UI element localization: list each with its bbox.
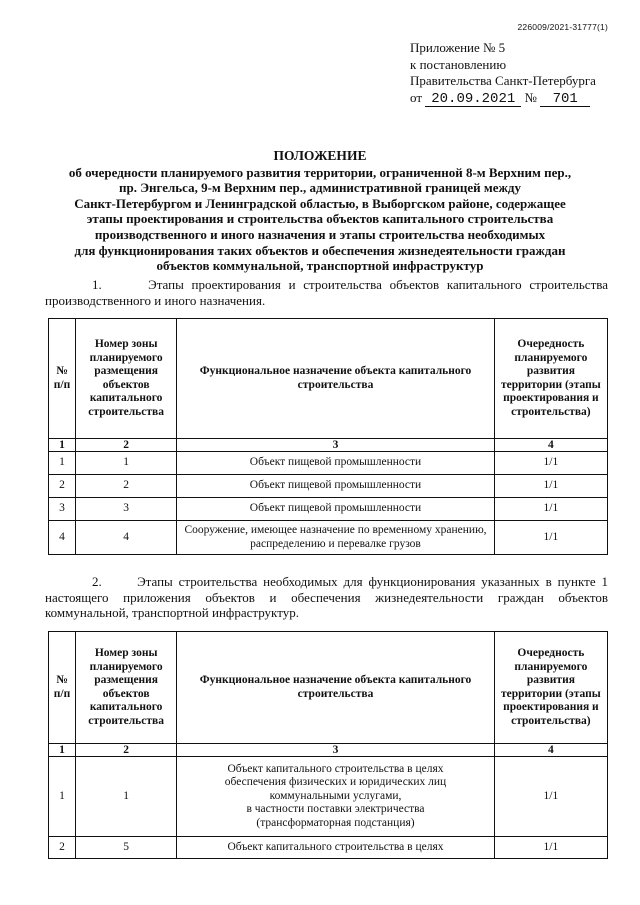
section-1-text: Этапы проектирования и строительства объектов капитального строительства производственного и иного назначения. <box>45 277 608 308</box>
section-1-paragraph <box>45 277 608 308</box>
number-label: № <box>524 89 537 105</box>
table-row <box>49 837 608 859</box>
table-row <box>49 757 608 837</box>
col-index: 1 <box>49 744 76 757</box>
header-purpose: Функциональное назначение объекта капитального строительства <box>177 319 495 439</box>
cell-zone: 1 <box>76 452 177 475</box>
header-zone: Номер зоны планируемого размещения объектов капитального строительства <box>76 632 177 744</box>
header-purpose: Функциональное назначение объекта капитального строительства <box>177 632 495 744</box>
document-id: 226009/2021-31777(1) <box>517 22 608 32</box>
purpose-line: обеспечения физических и юридических лиц <box>224 776 447 789</box>
header-zone: Номер зоны планируемого размещения объектов капитального строительства <box>76 319 177 439</box>
cell-number: 1 <box>49 757 76 837</box>
purpose-line: в частности поставки электричества <box>246 803 425 816</box>
resolution-date: 20.09.2021 <box>425 92 521 107</box>
cell-purpose: Объект пищевой промышленности <box>177 498 495 521</box>
title-line: производственного и иного назначения и этапы строительства необходимых <box>94 226 546 242</box>
table-header-row <box>49 319 608 439</box>
col-index: 3 <box>177 744 495 757</box>
col-index: 4 <box>494 744 607 757</box>
section-2-number: 2. <box>92 574 102 589</box>
title-line: этапы проектирования и строительства объектов капитального строительства <box>86 211 554 227</box>
col-index: 3 <box>177 439 495 452</box>
purpose-line: Объект капитального строительства в целях <box>227 762 444 775</box>
cell-zone: 3 <box>76 498 177 521</box>
section-2-text: Этапы строительства необходимых для функционирования указанных в пункте 1 настоящего приложения объектов и обеспечения жизнедеятельности граждан объектов коммунальной, транспортной инфраструктур. <box>45 574 608 620</box>
table-header-row <box>49 632 608 744</box>
section-2-paragraph <box>45 574 608 621</box>
cell-purpose: Объект пищевой промышленности <box>177 452 495 475</box>
cell-zone: 5 <box>76 837 177 859</box>
table-row <box>49 452 608 475</box>
cell-purpose <box>177 837 495 859</box>
cell-stage: 1/1 <box>494 757 607 837</box>
appendix-date-line <box>410 90 596 107</box>
table-row <box>49 498 608 521</box>
col-index: 2 <box>76 439 177 452</box>
appendix-number: Приложение № 5 <box>410 40 506 55</box>
cell-number: 3 <box>49 498 76 521</box>
col-index: 2 <box>76 744 177 757</box>
title-line: пр. Энгельса, 9-м Верхним пер., административной границей между <box>118 180 522 196</box>
cell-stage: 1/1 <box>494 837 607 859</box>
cell-stage: 1/1 <box>494 475 607 498</box>
purpose-line: коммунальными услугами, <box>269 789 402 802</box>
table-row <box>49 475 608 498</box>
cell-stage: 1/1 <box>494 521 607 555</box>
header-stage: Очередность планируемого развития территории (этапы проектирования и строительства) <box>494 632 607 744</box>
cell-number: 4 <box>49 521 76 555</box>
title-line: для функционирования таких объектов и обеспечения жизнедеятельности граждан <box>74 242 566 258</box>
cell-zone: 4 <box>76 521 177 555</box>
resolution-number: 701 <box>540 92 590 107</box>
header-number: № п/п <box>49 632 76 744</box>
col-index: 1 <box>49 439 76 452</box>
table-2 <box>48 631 608 859</box>
cell-number: 2 <box>49 475 76 498</box>
appendix-resolution: к постановлению <box>410 56 507 72</box>
purpose-line: (трансформаторная подстанция) <box>256 816 415 829</box>
column-number-row <box>49 439 608 452</box>
document-title <box>40 148 600 274</box>
title-line: объектов коммунальной, транспортной инфраструктур <box>156 258 484 274</box>
cell-purpose <box>177 757 495 837</box>
title-line: Санкт-Петербургом и Ленинградской областью, в Выборгском районе, содержащее <box>74 195 566 211</box>
cell-zone: 2 <box>76 475 177 498</box>
appendix-block <box>410 40 596 107</box>
title-heading: ПОЛОЖЕНИЕ <box>273 148 367 163</box>
cell-stage: 1/1 <box>494 452 607 475</box>
title-line: об очередности планируемого развития территории, ограниченной 8-м Верхним пер., <box>68 164 572 180</box>
cell-purpose: Сооружение, имеющее назначение по временному хранению, распределению и перевалке грузов <box>177 521 495 555</box>
cell-stage: 1/1 <box>494 498 607 521</box>
column-number-row <box>49 744 608 757</box>
appendix-government: Правительства Санкт-Петербурга <box>410 73 596 88</box>
header-stage: Очередность планируемого развития территории (этапы проектирования и строительства) <box>494 319 607 439</box>
col-index: 4 <box>494 439 607 452</box>
cell-zone: 1 <box>76 757 177 837</box>
cell-number: 1 <box>49 452 76 475</box>
cell-purpose: Объект пищевой промышленности <box>177 475 495 498</box>
section-1-number: 1. <box>92 277 102 292</box>
from-label: от <box>410 89 423 105</box>
purpose-line: Объект капитального строительства в целях <box>227 840 444 853</box>
table-row <box>49 521 608 555</box>
header-number: № п/п <box>49 319 76 439</box>
table-1 <box>48 318 608 555</box>
cell-number: 2 <box>49 837 76 859</box>
